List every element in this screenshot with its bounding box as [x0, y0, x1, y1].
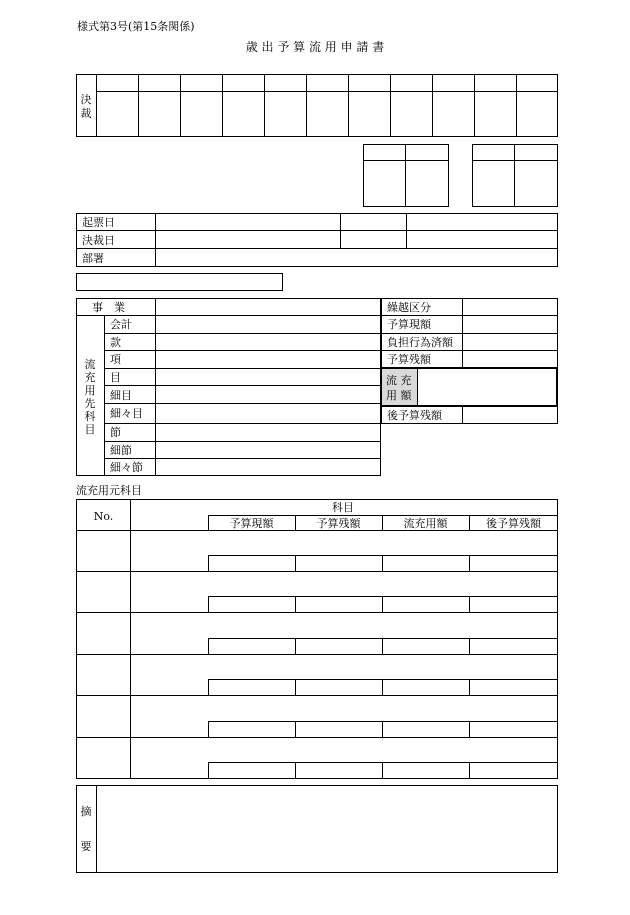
dest-vertical-4: 先: [84, 397, 96, 410]
item-moku: 目: [110, 371, 121, 384]
dest-vertical-2: 充: [84, 371, 96, 384]
item-kan: 款: [110, 336, 121, 349]
after-remaining-label: 後予算残額: [387, 409, 442, 422]
item-saimoku: 細目: [110, 389, 132, 402]
dest-vertical-6: 目: [84, 423, 96, 436]
source-section-title: 流充用元科目: [76, 484, 142, 497]
transfer-amount-label-1: 流 充: [386, 374, 412, 387]
col-transfer: 流充用額: [403, 517, 448, 530]
seal-box-left: [363, 144, 449, 207]
item-setsu: 節: [110, 426, 121, 439]
draft-date-label: 起票日: [82, 216, 115, 229]
table-row: [76, 571, 558, 572]
page-title: 歳 出 予 算 流 用 申 請 書: [245, 40, 385, 54]
seal-box-right: [472, 144, 558, 207]
item-saisetsu: 細節: [110, 444, 132, 457]
table-row: [76, 654, 558, 655]
transfer-amount-label-2: 用 額: [386, 389, 412, 402]
committed-label: 負担行為済額: [387, 336, 453, 349]
current-budget-label: 予算現額: [387, 318, 431, 331]
item-account: 会計: [110, 318, 132, 331]
table-row: [76, 737, 558, 738]
form-number: 様式第3号(第15条関係): [77, 20, 195, 33]
col-remaining: 予算残額: [316, 517, 361, 530]
carryover-label: 繰越区分: [387, 301, 431, 314]
item-saisaimoku: 細々目: [110, 407, 143, 420]
department-label: 部署: [82, 252, 104, 265]
dest-vertical-3: 用: [84, 384, 96, 397]
col-current-budget: 予算現額: [229, 517, 274, 530]
approval-label-2: 裁: [80, 107, 92, 120]
blank-field[interactable]: [76, 273, 283, 291]
remarks-box[interactable]: [76, 785, 558, 873]
dates-table: [76, 213, 558, 267]
item-kou: 項: [110, 353, 121, 366]
col-after-remaining: 後予算残額: [486, 517, 541, 530]
project-label: 事 業: [92, 301, 125, 314]
subject-header: 科目: [332, 501, 354, 514]
remarks-label-1: 摘: [80, 805, 92, 818]
dest-vertical-5: 科: [84, 410, 96, 423]
remaining-label: 予算残額: [387, 353, 431, 366]
no-header: No.: [93, 510, 114, 523]
approval-grid: [76, 74, 558, 137]
decision-date-label: 決裁日: [82, 234, 115, 247]
dest-vertical-1: 流: [84, 358, 96, 371]
item-saisaisetsu: 細々節: [110, 461, 143, 474]
approval-label-1: 決: [80, 93, 92, 106]
table-row: [76, 695, 558, 696]
table-row: [76, 612, 558, 613]
remarks-label-2: 要: [80, 840, 92, 853]
